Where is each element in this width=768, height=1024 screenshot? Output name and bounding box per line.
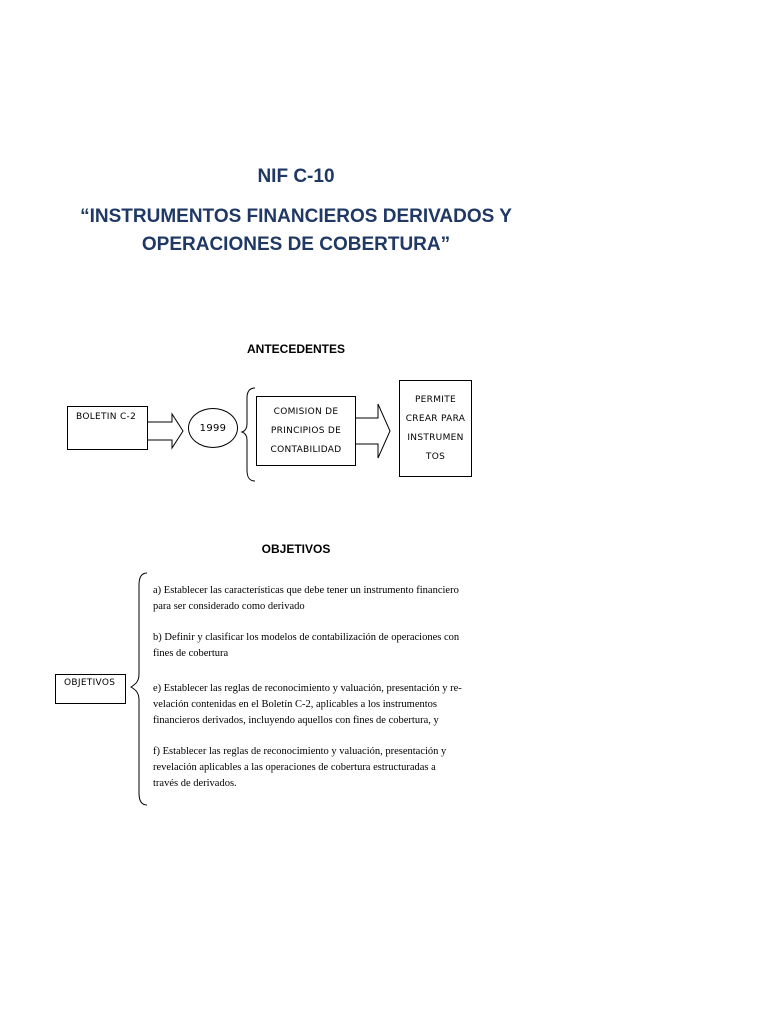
year-ellipse [188,408,238,448]
objetivo-b-line-2: fines de cobertura [153,648,229,659]
comision-box [256,396,356,466]
arrow-boletin-to-1999 [147,414,183,448]
permite-box [399,380,472,477]
boletin-label: BOLETIN C-2 [76,412,137,422]
objetivo-item-b [153,630,459,662]
objetivo-f-line-2: revelación aplicables a las operaciones de cobertura estructuradas a [153,762,436,773]
objetivo-e-line-2: velación contenidas en el Boletín C-2, aplicables a los instrumentos [153,699,438,710]
objetivo-a-line-2: para ser considerado como derivado [153,601,305,612]
permite-line-4: TOS [425,451,446,462]
brace-objetivos [131,573,147,805]
document-title-line-2: OPERACIONES DE COBERTURA” [141,234,451,255]
objetivo-f-line-1: f) Establecer las reglas de reconocimiento y valuación, presentación y [153,746,447,757]
document-code: NIF C-10 [257,166,335,187]
comision-line-2: PRINCIPIOS DE [270,425,342,436]
year-label: 1999 [199,422,227,434]
comision-line-1: COMISION DE [273,406,339,417]
objetivo-f-line-3: través de derivados. [153,778,237,789]
permite-line-3: INSTRUMEN [407,432,464,443]
comision-line-3: CONTABILIDAD [270,444,342,455]
objetivos-heading: OBJETIVOS [261,542,331,556]
objetivo-e-line-3: financieros derivados, incluyendo aquellos con fines de cobertura, y [153,715,439,726]
antecedentes-heading: ANTECEDENTES [246,342,345,356]
objetivo-e-line-1: e) Establecer las reglas de reconocimiento y valuación, presentación y re- [153,683,462,694]
objetivo-item-f [153,744,446,792]
objetivo-a-line-1: a) Establecer las características que debe tener un instrumento financiero [153,585,459,596]
objetivos-box [55,674,126,704]
arrow-comision-to-permite [355,404,390,458]
permite-line-1: PERMITE [414,394,457,405]
objetivo-item-a [153,583,459,615]
objetivo-item-e [153,681,462,729]
permite-line-2: CREAR PARA [405,413,466,424]
objetivo-b-line-1: b) Definir y clasificar los modelos de contabilización de operaciones con [153,632,460,643]
brace-comision [242,388,255,481]
boletin-box [67,406,148,450]
objetivos-box-label: OBJETIVOS [64,678,116,688]
document-title-line-1: “INSTRUMENTOS FINANCIEROS DERIVADOS Y [80,206,512,227]
